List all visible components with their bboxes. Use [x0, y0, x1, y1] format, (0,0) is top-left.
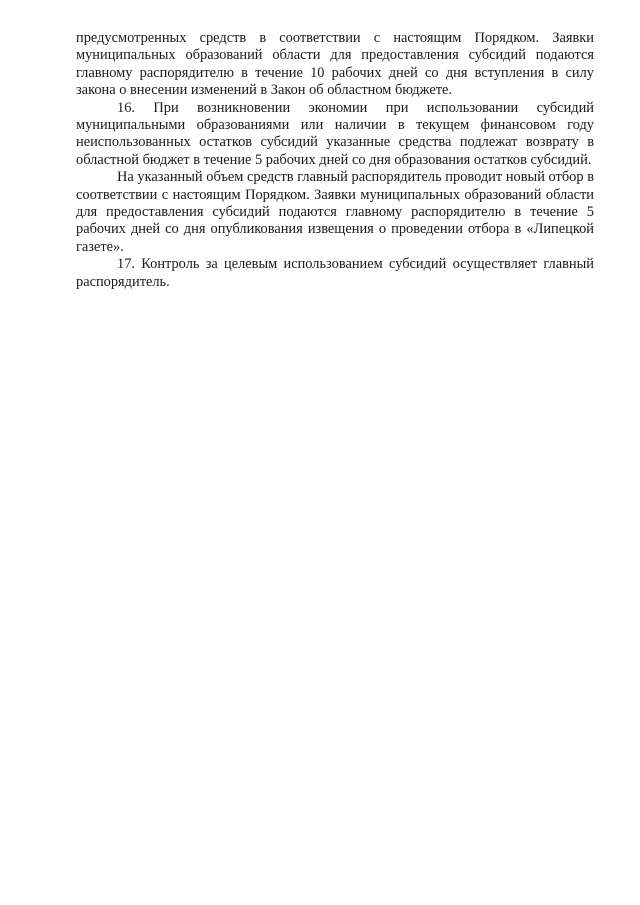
paragraph-item-17: 17. Контроль за целевым использованием субсидий осуществляет главный распорядитель. — [76, 256, 594, 290]
paragraph-continuation: предусмотренных средств в соответствии с настоящим Порядком. Заявки муниципальных образований области для предоставления субсидий подаются главному распорядителю в течение 10 рабочих дней со дня вступления в силу закона о внесении изменений в Закон об областном бюджете. — [76, 30, 594, 99]
document-body — [76, 30, 594, 291]
paragraph-item-16: 16. При возникновении экономии при использовании субсидий муниципальными образованиями или наличии в текущем финансовом году неиспользованных остатков субсидий указанные средства подлежат возврату в областной бюджет в течение 5 рабочих дней со дня образования остатков субсидий. — [76, 99, 594, 168]
paragraph-new-selection: На указанный объем средств главный распорядитель проводит новый отбор в соответствии с настоящим Порядком. Заявки муниципальных образований области для предоставления субсидий подаются главному распорядителю в течение 5 рабочих дней со дня опубликования извещения о проведении отбора в «Липецкой газете». — [76, 169, 594, 255]
